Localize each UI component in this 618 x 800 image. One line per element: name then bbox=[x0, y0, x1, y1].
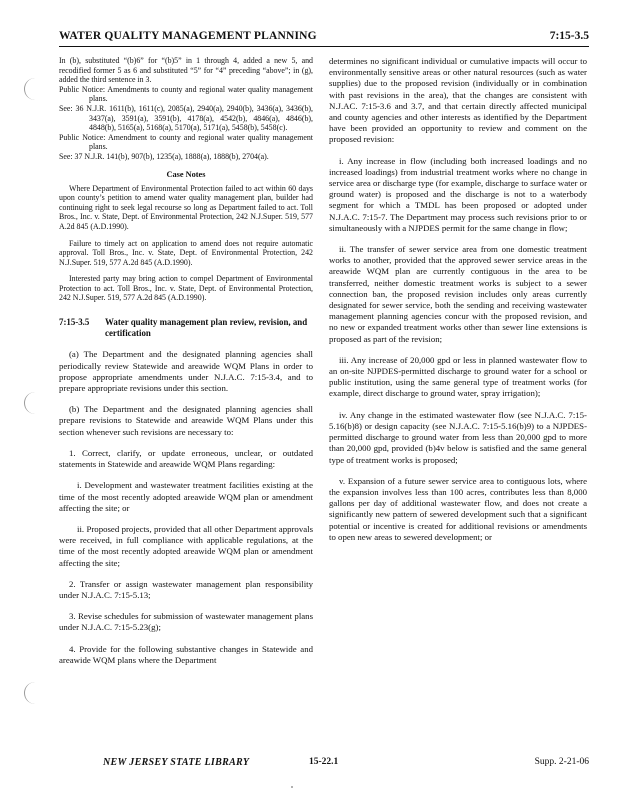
public-notice: Public Notice: Amendment to county and regional water quality management plans. bbox=[59, 132, 313, 152]
paragraph-b: (b) The Department and the designated planning agencies shall prepare revisions to Statewide and areawide WQM Plans under this section whenever such revisions are necessary to: bbox=[59, 404, 313, 437]
section-number: 7:15-3.5 bbox=[59, 317, 90, 328]
paragraph-b2: 2. Transfer or assign wastewater management plan responsibility under N.J.A.C. 7:15-5.13; bbox=[59, 578, 313, 600]
paragraph-b4-ii: ii. The transfer of sewer service area from one domestic treatment works to another, provided that the approved sewer service areas in the areawide WQM plan are currently contiguous in the area to be transferred, neither domestic treatment works is subject to a sewer connection ban, the proposed revision includes only areas currently designated for sewer service, both the sending and receiving wastewater management planning agencies concur with the proposed revision, and no new or expanded treatment works other than sewer line extensions is proposed as part of the revision; bbox=[329, 244, 587, 344]
paragraph-b4-continued: determines no significant individual or cumulative impacts will occur to environmentally sensitive areas or other natural resources (such as water supplies) due to the proposed revision (individually or in combination with past revisions in the area), that the changes are consistent with N.J.AC. 7:15-3.6 and 3.7, and that certain directly affected municipal and county agencies and other interests as identified by the Department have been provided an opportunity to review and comment on the proposed revision: bbox=[329, 56, 587, 145]
supplement-date: Supp. 2-21-06 bbox=[534, 757, 589, 767]
right-column bbox=[329, 56, 587, 543]
paragraph-b1: 1. Correct, clarify, or update erroneous, unclear, or outdated statements in Statewide and areawide WQM Plans regarding: bbox=[59, 447, 313, 470]
case-note: Where Department of Environmental Protection failed to act within 60 days upon county’s petition to amend water quality management plan, builder had continuing right to seek legal recourse so long as Department failed to act. Toll Bros., Inc. v. State, Dept. of Environmental Protection, 242 N.J.Super. 519, 577 A.2d 845 (A.D.1990). bbox=[59, 183, 313, 231]
section-heading bbox=[59, 317, 313, 339]
scan-speck bbox=[291, 786, 293, 788]
running-header bbox=[59, 30, 589, 47]
page-number: 15-22.1 bbox=[309, 757, 339, 767]
citation-see: See: 36 N.J.R. 1611(b), 1611(c), 2085(a), 2940(a), 2940(b), 3436(a), 3436(b), 3437(a), 3591(a), 3591(b), 4178(a), 4542(b), 4846(a), 4846(b), 4848(b), 5165(a), 5168(a), 5170(a), 5171(a), 5458(b), 5458(c). bbox=[59, 103, 313, 133]
paragraph-b1-i: i. Development and wastewater treatment facilities existing at the time of the most recently adopted areawide WQM plan or amendment affecting the site; or bbox=[59, 480, 313, 513]
left-column bbox=[59, 56, 313, 666]
case-note: Interested party may bring action to compel Department of Environmental Protection to act. Toll Bros., Inc. v. State, Dept. of Environmental Protection, 242 N.J.Super. 519, 577 A.2d 845 (A.D.1990). bbox=[59, 274, 313, 303]
paragraph-b1-ii: ii. Proposed projects, provided that all other Department approvals were received, in full compliance with applicable regulations, at the time of the most recently adopted areawide WQM plan or amendment affecting the site; bbox=[59, 523, 313, 568]
library-stamp: NEW JERSEY STATE LIBRARY bbox=[103, 757, 250, 768]
binder-hole-mark bbox=[24, 682, 37, 704]
case-notes-heading: Case Notes bbox=[166, 169, 206, 179]
case-note: Failure to timely act on application to amend does not require automatic approval. Toll Bros., Inc. v. State, Dept. of Environmental Protection, 242 N.J.Super. 519, 577 A.2d 845 (A.D.1990). bbox=[59, 238, 313, 267]
citation-see: See: 37 N.J.R. 141(b), 907(b), 1235(a), 1888(a), 1888(b), 2704(a). bbox=[59, 151, 269, 161]
paragraph-b4-i: i. Any increase in flow (including both increased loadings and no increased loadings) from industrial treatment works where no change in service area or discharge type (for example, discharge to surface water or ground water) is proposed and the discharge is not to a waterbody segment for which a TMDL has been proposed or adopted under N.J.A.C. 7:15-7. The Department may process such revisions prior to or simultaneously with a NJPDES permit for the same change in flow; bbox=[329, 155, 587, 233]
page-footer bbox=[59, 757, 589, 771]
header-title: WATER QUALITY MANAGEMENT PLANNING bbox=[59, 30, 317, 42]
paragraph-b4-iii: iii. Any increase of 20,000 gpd or less in planned wastewater flow to an on-site NJPDES-permitted discharge to ground water for a school or public institution, using the same general type of treatment works (for example, direct discharge to ground water, spray irrigation); bbox=[329, 354, 587, 399]
paragraph-b4: 4. Provide for the following substantive changes in Statewide and areawide WQM plans where the Department bbox=[59, 643, 313, 665]
history-note: In (b), substituted “(b)6” for “(b)5” in 1 through 4, added a new 5, and recodified former 5 as 6 and substituted “5” for “4” preceding “above”; in (g), added the third sentence in 3. bbox=[59, 56, 313, 85]
binder-hole-mark bbox=[24, 392, 37, 414]
binder-hole-mark bbox=[24, 78, 37, 100]
public-notice: Public Notice: Amendments to county and regional water quality management plans. bbox=[59, 84, 313, 104]
paragraph-b4-iv: iv. Any change in the estimated wastewater flow (see N.J.A.C. 7:15-5.16(b)8) or design capacity (see N.J.A.C. 7:15-5.16(b)9) to a NJPDES-permitted discharge to ground water from less than 20,000 gpd to more than 20,000 gpd, provided (b)4v below is satisfied and the same general type of treatment works is proposed; bbox=[329, 409, 587, 465]
paragraph-a: (a) The Department and the designated planning agencies shall periodically review Statewide and areawide WQM Plans in order to propose appropriate amendments under N.J.A.C. 7:15-3.4, and to prepare appropriate revisions under this section. bbox=[59, 349, 313, 394]
section-title: Water quality management plan review, revision, and certification bbox=[105, 317, 308, 339]
header-section-number: 7:15-3.5 bbox=[549, 30, 589, 42]
paragraph-b4-v: v. Expansion of a future sewer service area to contiguous lots, where the expansion involves less than 100 acres, contributes less than 8,000 gallons per day of additional wastewater flow, and does not create a significantly new pattern of sewered development such that a significant potential or incentive is created for additional revisions or amendments to open new areas to sewered development; or bbox=[329, 475, 587, 542]
paragraph-b3: 3. Revise schedules for submission of wastewater management plans under N.J.A.C. 7:15-5.23(g); bbox=[59, 611, 313, 633]
